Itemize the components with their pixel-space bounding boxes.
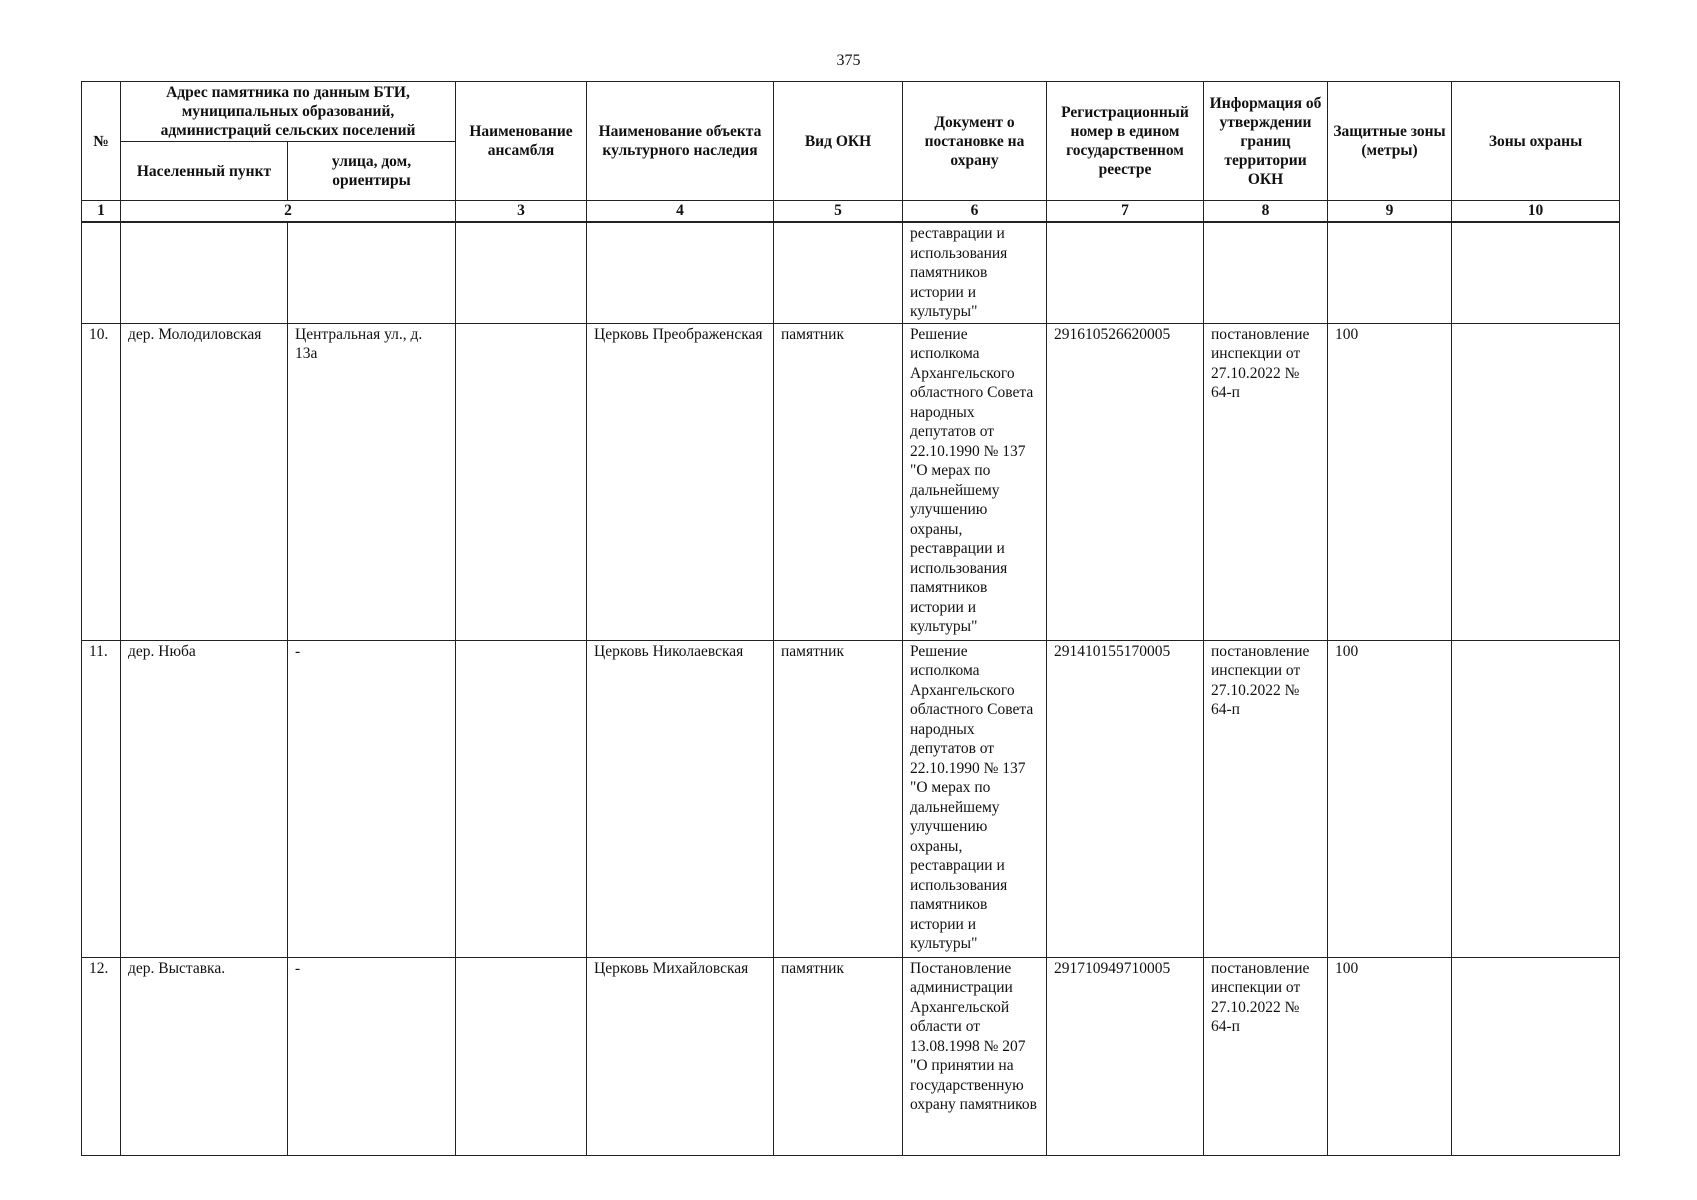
column-number: 7: [1047, 201, 1204, 223]
street-cell: Центральная ул., д. 13а: [288, 323, 456, 640]
monuments-table: [81, 81, 1620, 1156]
okn-type-cell: памятник: [774, 323, 903, 640]
header-num: №: [82, 82, 121, 201]
reg-number-cell: 291710949710005: [1047, 957, 1204, 1155]
object-name-cell: Церковь Николаевская: [587, 640, 774, 957]
ensemble-cell: [456, 957, 587, 1155]
document-cell: Решение исполкома Архангельского областного Совета народных депутатов от 22.10.1990 № 137 "О мерах по дальнейшему улучшению охраны, реставрации и использования памятников истории и культуры": [903, 640, 1047, 957]
column-number: 4: [587, 201, 774, 223]
settlement-cell: дер. Выставка.: [121, 957, 288, 1155]
column-number: 1: [82, 201, 121, 223]
street-cell: -: [288, 957, 456, 1155]
header-settlement: Населенный пункт: [121, 142, 288, 201]
continued-document-cell: реставрации и использования памятников истории и культуры": [903, 222, 1047, 323]
header-object-name: Наименование объекта культурного наследия: [587, 82, 774, 201]
document-cell: Постановление администрации Архангельской области от 13.08.1998 № 207 "О принятии на государственную охрану памятников: [903, 957, 1047, 1155]
column-number: 2: [121, 201, 456, 223]
row-number: 11.: [82, 640, 121, 957]
ensemble-cell: [456, 640, 587, 957]
reg-number-cell: 291410155170005: [1047, 640, 1204, 957]
object-name-cell: Церковь Преображенская: [587, 323, 774, 640]
settlement-cell: дер. Нюба: [121, 640, 288, 957]
column-number: 8: [1204, 201, 1328, 223]
header-street: улица, дом, ориентиры: [288, 142, 456, 201]
table-row: [82, 323, 1620, 640]
row-number: 12.: [82, 957, 121, 1155]
table-row: [82, 640, 1620, 957]
page-number: 375: [836, 52, 861, 69]
security-zones-cell: [1452, 640, 1620, 957]
borders-cell: постановление инспекции от 27.10.2022 № 64-п: [1204, 640, 1328, 957]
protective-zone-cell: 100: [1328, 323, 1452, 640]
header-okn-type: Вид ОКН: [774, 82, 903, 201]
header-security-zones: Зоны охраны: [1452, 82, 1620, 201]
header-ensemble: Наименование ансамбля: [456, 82, 587, 201]
header-protection-doc: Документ о постановке на охрану: [903, 82, 1047, 201]
borders-cell: постановление инспекции от 27.10.2022 № 64-п: [1204, 323, 1328, 640]
settlement-cell: дер. Молодиловская: [121, 323, 288, 640]
object-name-cell: Церковь Михайловская: [587, 957, 774, 1155]
header-protective-zones: Защитные зоны (метры): [1328, 82, 1452, 201]
header-address-group: Адрес памятника по данным БТИ, муниципальных образований, администраций сельских поселений: [121, 82, 456, 142]
table-header: [82, 82, 1620, 223]
protective-zone-cell: 100: [1328, 640, 1452, 957]
ensemble-cell: [456, 323, 587, 640]
protective-zone-cell: 100: [1328, 957, 1452, 1155]
row-number: 10.: [82, 323, 121, 640]
column-number: 3: [456, 201, 587, 223]
column-number: 5: [774, 201, 903, 223]
okn-type-cell: памятник: [774, 957, 903, 1155]
table-row-continuation: [82, 222, 1620, 323]
column-number: 10: [1452, 201, 1620, 223]
borders-cell: постановление инспекции от 27.10.2022 № 64-п: [1204, 957, 1328, 1155]
street-cell: -: [288, 640, 456, 957]
security-zones-cell: [1452, 957, 1620, 1155]
table-row: [82, 957, 1620, 1155]
okn-type-cell: памятник: [774, 640, 903, 957]
reg-number-cell: 291610526620005: [1047, 323, 1204, 640]
column-number: 9: [1328, 201, 1452, 223]
security-zones-cell: [1452, 323, 1620, 640]
document-cell: Решение исполкома Архангельского областного Совета народных депутатов от 22.10.1990 № 137 "О мерах по дальнейшему улучшению охраны, реставрации и использования памятников истории и культуры": [903, 323, 1047, 640]
header-reg-number: Регистрационный номер в едином государственном реестре: [1047, 82, 1204, 201]
header-borders-info: Информация об утверждении границ территории ОКН: [1204, 82, 1328, 201]
column-number: 6: [903, 201, 1047, 223]
